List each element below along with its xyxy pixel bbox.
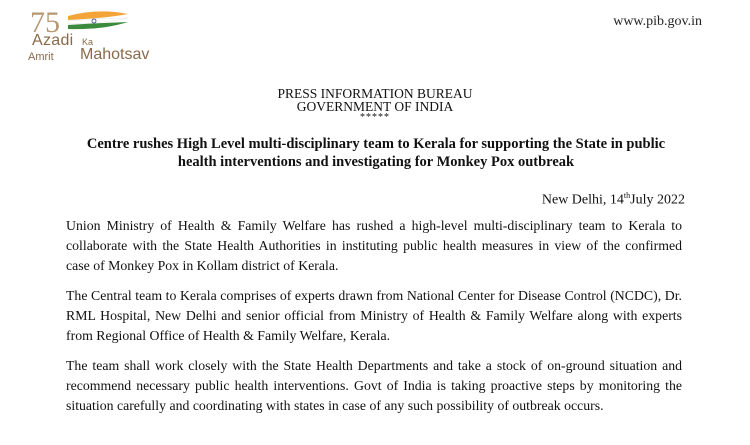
- paragraph-1: Union Ministry of Health & Family Welfare has rushed a high-level multi-disciplinary team to Kerala to collaborate with the State Health Authorities in instituting public health measures in view of the confirmed case of Monkey Pox in Kollam district of Kerala.: [66, 218, 682, 273]
- dateline: [542, 191, 685, 209]
- dateline-suffix: th: [623, 191, 631, 200]
- logo-azadi: Azadi: [32, 32, 74, 49]
- dateline-place: New Delhi, 14: [541, 192, 624, 208]
- stars-divider: *****: [360, 112, 390, 123]
- logo-mahotsav: Mahotsav: [80, 46, 150, 63]
- press-release-headline: Centre rushes High Level multi-disciplinary team to Kerala for supporting the State in public health interventions and investigating for Monkey Pox outbreak: [86, 136, 666, 170]
- site-url: www.pib.gov.in: [613, 14, 702, 29]
- paragraph-3: The team shall work closely with the State Health Departments and take a stock of on-ground situation and recommend necessary public health interventions. Govt of India is taking proactive steps by monitoring the situation carefully and coordinating with states in case of any such possibility of outbreak occurs.: [66, 358, 682, 413]
- org-name: PRESS INFORMATION BUREAU: [277, 86, 473, 101]
- org-government: GOVERNMENT OF INDIA: [296, 99, 454, 114]
- azadi-ka-amrit-mahotsav-logo: [28, 6, 188, 66]
- logo-amrit: Amrit: [28, 51, 54, 63]
- logo-ka: Ka: [82, 37, 94, 47]
- logo-numeral: 75: [30, 6, 60, 39]
- paragraph-2: The Central team to Kerala comprises of experts drawn from National Center for Disease Control (NCDC), Dr. RML Hospital, New Delhi and senior official from Ministry of Health & Family Welfare along with experts from Regional Office of Health & Family Welfare, Kerala.: [66, 288, 682, 343]
- dateline-month-year: July 2022: [630, 192, 685, 208]
